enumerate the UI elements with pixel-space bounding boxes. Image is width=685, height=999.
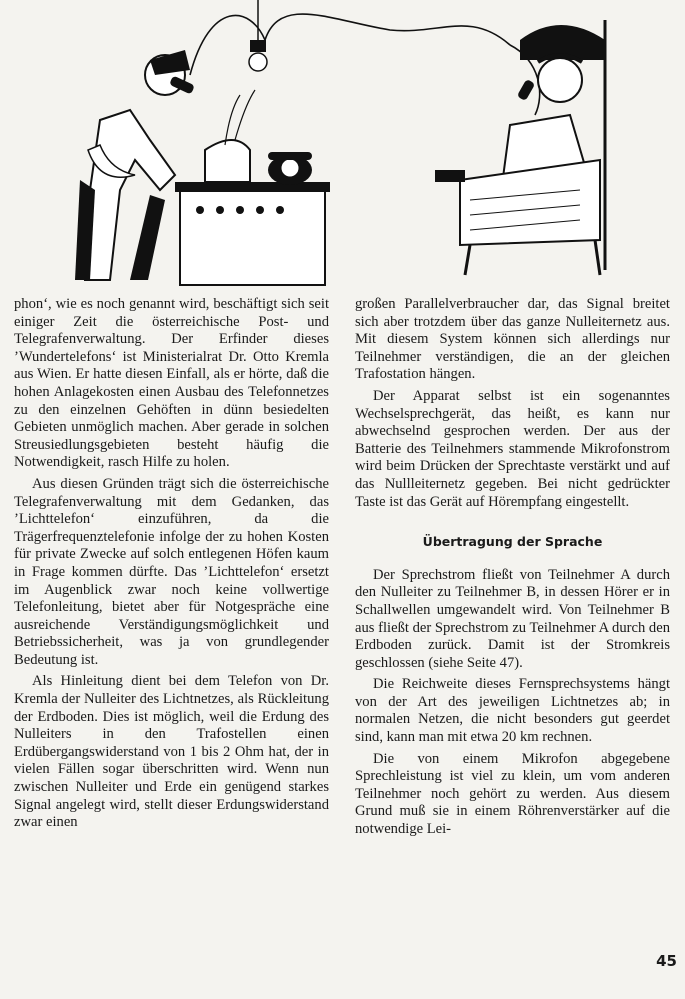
page-number: 45: [656, 952, 677, 970]
man-on-phone-figure: [75, 50, 195, 280]
paragraph: Die von einem Mikrofon abgegebene Sprechleistung ist viel zu klein, um vom anderen Teilnehmer noch gehört zu werden. Aus diesem Grund muß sie in einem Röhrenverstärker auf die notwendige Lei-: [355, 750, 670, 838]
paragraph: Der Apparat selbst ist ein sogenanntes Wechselsprechgerät, das heißt, es kann nur abwechselnd gesprochen werden. Der aus der Batterie des Teilnehmers stammende Mikrofonstrom wird beim Drücken der Sprechtaste verstärkt und auf das Nullleiternetz gegeben. Bei nicht gedrückter Taste ist das Gerät auf Hörempfang eingestellt.: [355, 387, 670, 510]
paragraph: großen Parallelverbraucher dar, das Signal breitet sich aber trotzdem über das ganze Nulleiternetz aus. Mit diesem System können sich allerdings nur Teilnehmer verständigen, die an der gleichen Trafostation hängen.: [355, 296, 670, 383]
rotary-phone-icon: [268, 152, 312, 185]
paragraph: phon‘, wie es noch genannt wird, beschäftigt sich seit einiger Zeit die österreichische Post- und Telegrafenverwaltung. Der Erfinder dieses ’Wundertelefons‘ ist Ministerialrat Dr. Otto Kremla aus Wien. Er hatte diesen Einfall, als er hörte, daß die hohen Anlagekosten einen Ausbau des Telefonnetzes zu den einzelnen Gehöften in dünn besiedelten Gebieten unmöglich machen. Aber gerade in solchen Streusiedlungsgebieten besteht häufig die Notwendigkeit, rasch Hilfe zu holen.: [14, 296, 329, 471]
paragraph: Der Sprechstrom fließt von Teilnehmer A durch den Nulleiter zu Teilnehmer B, in dessen Hörer er in Schallwellen umgewandelt wird. Von Teilnehmer B aus fließt der Sprechstrom zu Teilnehmer A durch den Erdboden zurück. Damit ist der Stromkreis geschlossen (siehe Seite 47).: [355, 566, 670, 671]
cartoon-illustration: [40, 0, 685, 290]
paragraph: Die Reichweite dieses Fernsprechsystems hängt von der Art des jeweiligen Lichtnetzes ab; in normalen Netzen, die nicht besonders gut geerdet sind, kann man mit etwa 20 km rechnen.: [355, 676, 670, 746]
paragraph: Als Hinleitung dient bei dem Telefon von Dr. Kremla der Nulleiter des Lichtnetzes, als Rückleitung der Erdboden. Dies ist möglich, weil die Erdung des Nulleiters in den Trafostellen einen Erdübergangswiderstand von 1 bis 2 Ohm hat, der in vielen Fällen sogar überschritten wird. Wenn nun zwischen Nulleiter und Erde ein genügend starkes Signal angelegt wird, stellt dieser Erdungswiderstand zwar einen: [14, 673, 329, 831]
section-heading: Übertragung der Sprache: [422, 534, 603, 550]
telephone-wire: [190, 14, 540, 115]
paragraph: Aus diesen Gründen trägt sich die österreichische Telegrafenverwaltung mit dem Gedanken, das ’Lichttelefon‘ einzuführen, da die Trägerfrequenztelefonie infolge der zu hohen Kosten für private Zwecke auf solch entlegenen Höfen kaum in Frage kommen dürfte. Das ’Lichttelefon‘ ersetzt im Augenblick zwar noch keine vollwertige Telefonleitung, bietet aber für Notgespräche eine ausreichende Verständigungsmöglichkeit und Betriebssicherheit, was ja von grundlegender Bedeutung ist.: [14, 475, 329, 668]
light-bulb-icon: [249, 0, 267, 71]
woman-on-phone-figure: [435, 20, 605, 275]
left-column: [14, 296, 329, 832]
right-column: [355, 296, 670, 839]
stove: [175, 90, 330, 285]
